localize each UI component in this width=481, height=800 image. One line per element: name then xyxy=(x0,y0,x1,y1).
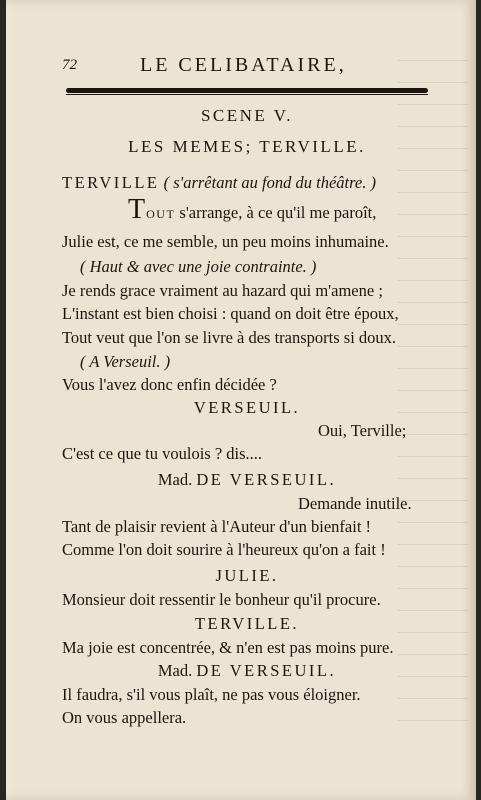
speaker-name: TERVILLE. xyxy=(194,614,300,633)
scene-characters: LES MEMES; TERVILLE. xyxy=(128,137,366,156)
stage-direction: ( s'arrêtant au fond du théâtre. ) xyxy=(163,173,376,192)
verse-line: Tant de plaisir revient à l'Auteur d'un bienfait ! xyxy=(62,517,372,536)
running-title: LE CELIBATAIRE, xyxy=(140,54,347,76)
verse-line: Il faudra, s'il vous plaît, ne pas vous éloigner. xyxy=(62,685,361,704)
verse-line: Oui, Terville; xyxy=(318,421,407,440)
speaker-name: VERSEUIL. xyxy=(193,398,301,417)
speaker-name: DE VERSEUIL. xyxy=(196,661,337,680)
speaker-line xyxy=(66,470,428,490)
verse-line: On vous appellera. xyxy=(62,708,187,727)
stage-direction: ( Haut & avec une joie contrainte. ) xyxy=(80,257,317,276)
speaker-line xyxy=(62,173,376,193)
verse-line: Je rends grace vraiment au hazard qui m'amene ; xyxy=(62,281,383,300)
verse-line: Julie est, ce me semble, un peu moins inhumaine. xyxy=(62,232,389,251)
page-number: 72 xyxy=(62,57,77,73)
scene-title: SCENE V. xyxy=(200,106,294,125)
drop-cap: T xyxy=(128,194,147,225)
speaker-name: DE VERSEUIL. xyxy=(196,470,337,489)
verse-line: Comme l'on doit sourire à l'heureux qu'on a fait ! xyxy=(62,540,386,559)
verse-line: L'instant est bien choisi : quand on doit être époux, xyxy=(62,304,399,323)
verse-line: C'est ce que tu voulois ? dis.... xyxy=(62,444,263,463)
page-header xyxy=(62,54,422,80)
book-page xyxy=(6,0,476,800)
speaker-prefix: Mad. xyxy=(157,470,193,489)
verse-line: Vous l'avez donc enfin décidée ? xyxy=(62,375,277,394)
verse-line xyxy=(128,194,377,225)
verse-line: Demande inutile. xyxy=(298,494,412,513)
speaker-line xyxy=(66,661,428,681)
verse-line: Ma joie est concentrée, & n'en est pas moins pure. xyxy=(62,638,394,657)
verse-line: Tout veut que l'on se livre à des transports si doux. xyxy=(62,328,397,347)
header-rule xyxy=(66,88,428,93)
small-caps: OUT xyxy=(146,207,176,221)
speaker-name: TERVILLE xyxy=(62,173,160,192)
stage-direction: ( A Verseuil. ) xyxy=(80,352,171,371)
verse-line: Monsieur doit ressentir le bonheur qu'il procure. xyxy=(62,590,381,609)
speaker-prefix: Mad. xyxy=(157,661,193,680)
speaker-name: JULIE. xyxy=(215,566,279,585)
verse-text: s'arrange, à ce qu'il me paroît, xyxy=(179,203,377,222)
